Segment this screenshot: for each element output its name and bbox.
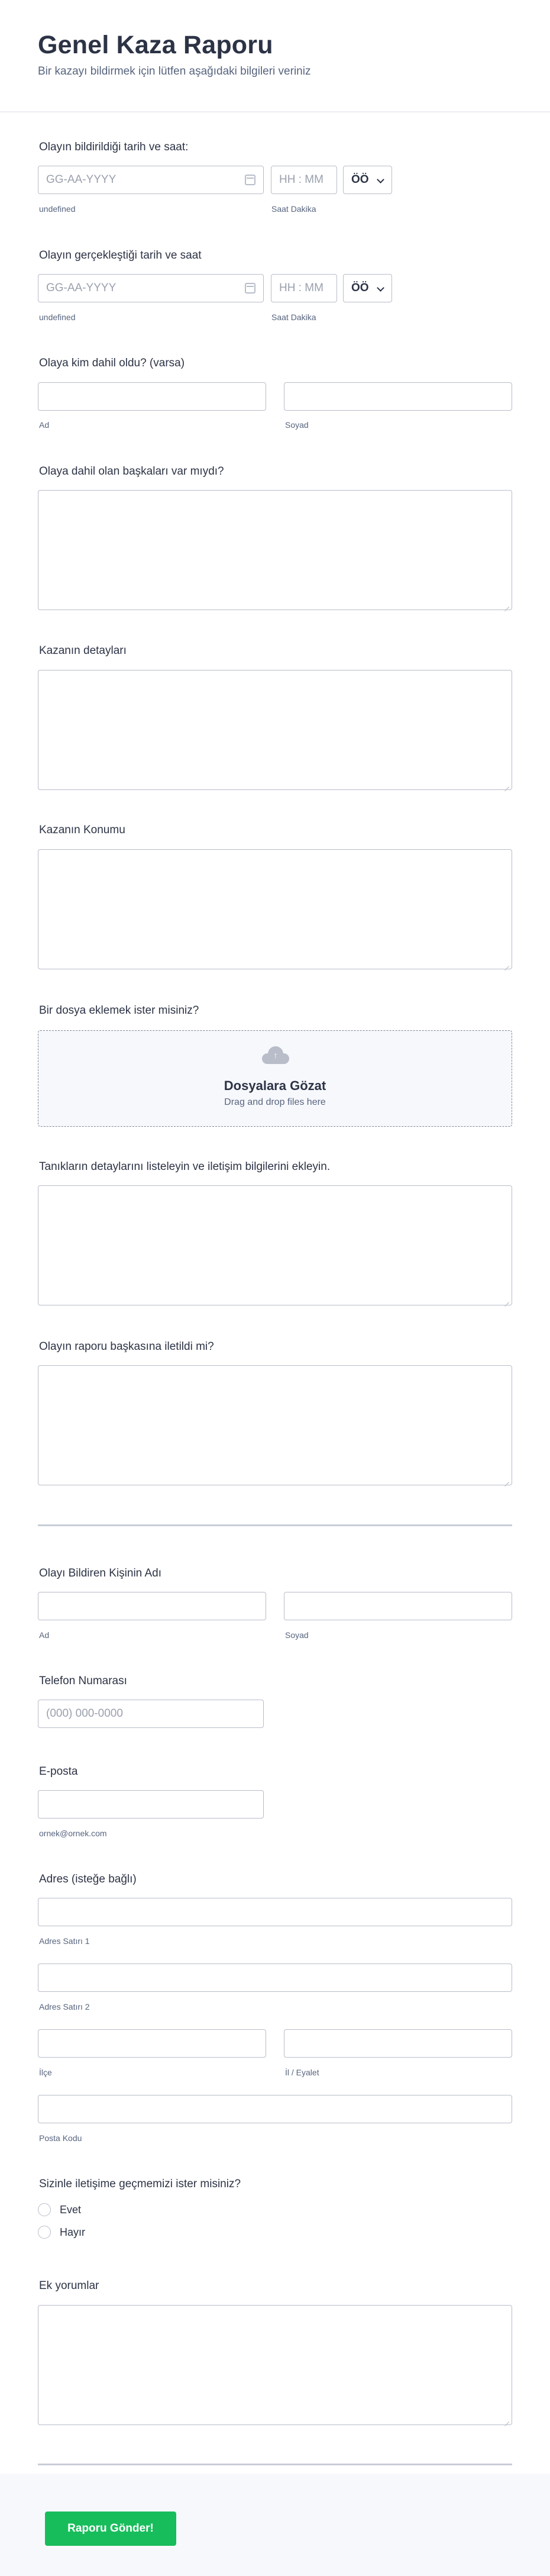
file-upload-dropzone[interactable] — [38, 1030, 512, 1127]
comments-textarea[interactable] — [38, 2305, 512, 2425]
accident-location-label: Kazanın Konumu — [39, 824, 125, 836]
contact-consent-label: Sizinle iletişime geçmemizi ister misiniz? — [39, 2178, 241, 2190]
address-line1-input[interactable] — [38, 1898, 512, 1926]
forwarded-textarea[interactable] — [38, 1365, 512, 1485]
radio-option-no[interactable] — [38, 2226, 85, 2239]
radio-label-no: Hayır — [60, 2226, 86, 2238]
district-sublabel: İlçe — [39, 2068, 52, 2077]
witnesses-label: Tanıkların detaylarını listeleyin ve iletişim bilgilerini ekleyin. — [39, 1160, 331, 1173]
submit-button[interactable]: Raporu Gönder! — [45, 2511, 176, 2546]
attachment-label: Bir dosya eklemek ister misiniz? — [39, 1004, 199, 1017]
phone-placeholder: (000) 000-0000 — [46, 1707, 123, 1720]
radio-option-yes[interactable] — [38, 2203, 81, 2216]
comments-label: Ek yorumlar — [39, 2280, 99, 2292]
reporter-last-name-input[interactable] — [284, 1592, 512, 1620]
reported-date-placeholder: GG-AA-YYYY — [46, 173, 117, 186]
cloud-upload-icon: ↑ — [262, 1046, 289, 1064]
others-involved-label: Olaya dahil olan başkaları var mıydı? — [39, 465, 224, 478]
reporter-last-sublabel: Soyad — [285, 1630, 309, 1640]
reported-datetime-label: Olayın bildirildiği tarih ve saat: — [39, 141, 189, 153]
postal-code-sublabel: Posta Kodu — [39, 2133, 82, 2143]
chevron-down-icon — [377, 176, 384, 183]
resize-handle[interactable] — [503, 601, 509, 607]
calendar-icon[interactable] — [245, 175, 255, 185]
section-divider — [38, 1524, 512, 1526]
occurred-ampm-value: ÖÖ — [351, 282, 369, 294]
involved-last-sublabel: Soyad — [285, 420, 309, 430]
address-line2-sublabel: Adres Satırı 2 — [39, 2002, 90, 2011]
reported-date-input[interactable] — [38, 166, 264, 194]
occurred-time-placeholder: HH : MM — [279, 282, 323, 294]
radio-button[interactable] — [38, 2203, 51, 2216]
form-header — [0, 0, 550, 112]
occurred-time-input[interactable] — [271, 274, 337, 302]
occurred-date-sublabel: undefined — [39, 312, 76, 322]
address-line1-sublabel: Adres Satırı 1 — [39, 1936, 90, 1946]
reported-time-placeholder: HH : MM — [279, 173, 323, 186]
postal-code-input[interactable] — [38, 2095, 512, 2123]
witnesses-textarea[interactable] — [38, 1185, 512, 1305]
reported-ampm-value: ÖÖ — [351, 173, 369, 186]
reporter-first-name-input[interactable] — [38, 1592, 266, 1620]
resize-handle[interactable] — [503, 1297, 509, 1302]
involved-first-sublabel: Ad — [39, 420, 50, 430]
calendar-icon[interactable] — [245, 283, 255, 294]
reported-ampm-select[interactable] — [343, 166, 392, 194]
province-sublabel: İl / Eyalet — [285, 2068, 319, 2077]
radio-button[interactable] — [38, 2226, 51, 2239]
accident-details-textarea[interactable] — [38, 670, 512, 790]
reported-time-input[interactable] — [271, 166, 337, 194]
reported-date-sublabel: undefined — [39, 204, 76, 214]
resize-handle[interactable] — [503, 781, 509, 787]
form-footer — [0, 2474, 550, 2576]
occurred-date-input[interactable] — [38, 274, 264, 302]
reporter-label: Olayı Bildiren Kişinin Adı — [39, 1567, 161, 1579]
accident-location-textarea[interactable] — [38, 849, 512, 969]
radio-label-yes: Evet — [60, 2203, 82, 2216]
district-input[interactable] — [38, 2029, 266, 2058]
involved-last-name-input[interactable] — [284, 382, 512, 411]
forwarded-label: Olayın raporu başkasına iletildi mi? — [39, 1340, 214, 1353]
reporter-first-sublabel: Ad — [39, 1630, 50, 1640]
drag-drop-hint: Drag and drop files here — [224, 1097, 326, 1107]
occurred-time-sublabel: Saat Dakika — [271, 312, 316, 322]
involved-first-name-input[interactable] — [38, 382, 266, 411]
address-line2-input[interactable] — [38, 1964, 512, 1992]
email-sublabel: ornek@ornek.com — [39, 1829, 107, 1838]
resize-handle[interactable] — [503, 1476, 509, 1482]
resize-handle[interactable] — [503, 960, 509, 966]
resize-handle[interactable] — [503, 2416, 509, 2422]
browse-files-button[interactable]: Dosyalara Gözat — [224, 1078, 326, 1093]
email-label: E-posta — [39, 1765, 78, 1778]
email-input[interactable] — [38, 1790, 264, 1819]
phone-input[interactable] — [38, 1700, 264, 1728]
chevron-down-icon — [377, 284, 384, 292]
section-divider — [38, 2464, 512, 2465]
reported-time-sublabel: Saat Dakika — [271, 204, 316, 214]
involved-label: Olaya kim dahil oldu? (varsa) — [39, 357, 185, 369]
form-title: Genel Kaza Raporu — [38, 31, 273, 59]
occurred-ampm-select[interactable] — [343, 274, 392, 302]
accident-details-label: Kazanın detayları — [39, 644, 127, 657]
address-label: Adres (isteğe bağlı) — [39, 1873, 137, 1885]
phone-label: Telefon Numarası — [39, 1675, 127, 1687]
form-subtitle: Bir kazayı bildirmek için lütfen aşağıdaki bilgileri veriniz — [38, 65, 311, 78]
others-involved-textarea[interactable] — [38, 490, 512, 610]
occurred-datetime-label: Olayın gerçekleştiği tarih ve saat — [39, 249, 202, 262]
province-input[interactable] — [284, 2029, 512, 2058]
occurred-date-placeholder: GG-AA-YYYY — [46, 282, 117, 294]
